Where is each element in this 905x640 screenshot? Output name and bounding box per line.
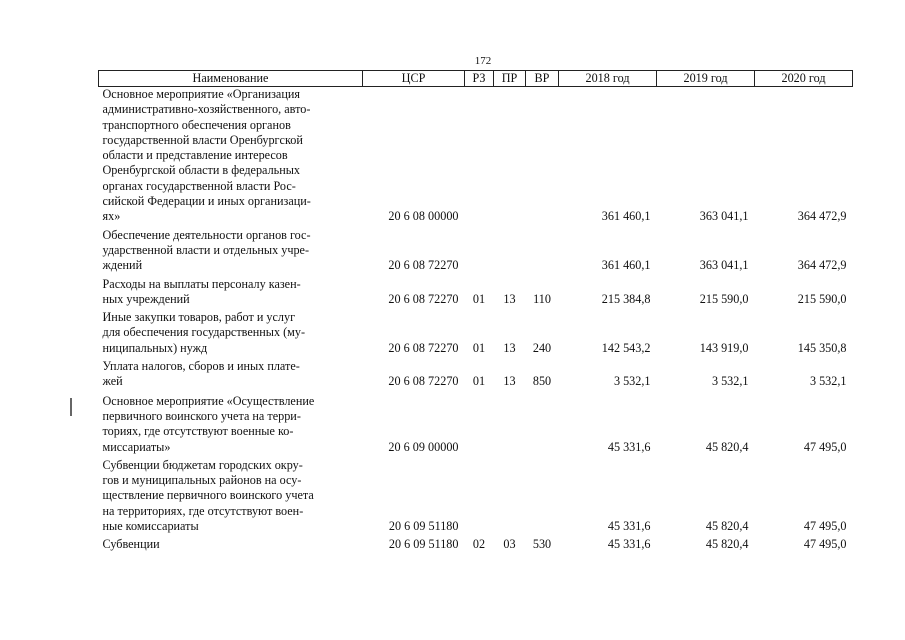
row-name-line: на территориях, где отсутствуют воен- bbox=[102, 503, 304, 518]
row-vr bbox=[526, 87, 559, 225]
row-name bbox=[99, 458, 363, 534]
table-header bbox=[99, 71, 853, 87]
row-name-line: ществление первичного воинского учета bbox=[102, 488, 314, 503]
row-csr: 20 6 08 72270 bbox=[388, 291, 459, 306]
row-2019: 215 590,0 bbox=[699, 291, 749, 306]
row-name-line: области и представление интересов bbox=[102, 148, 288, 163]
budget-table bbox=[98, 70, 853, 553]
row-name-line: Субвенции бюджетам городских окру- bbox=[102, 457, 303, 472]
row-vr: 850 bbox=[532, 374, 552, 389]
header-vr: ВР bbox=[526, 71, 559, 87]
row-rz bbox=[465, 228, 494, 274]
row-rz: 01 bbox=[472, 374, 486, 389]
row-pr bbox=[494, 87, 526, 225]
row-2019: 45 820,4 bbox=[705, 439, 749, 454]
header-2018: 2018 год bbox=[559, 71, 657, 87]
row-pr: 13 bbox=[503, 291, 516, 306]
row-csr: 20 6 09 51180 bbox=[388, 519, 459, 534]
row-csr: 20 6 08 00000 bbox=[388, 209, 459, 224]
row-name bbox=[99, 277, 363, 308]
row-2018: 45 331,6 bbox=[607, 537, 651, 552]
row-name-line: транспортного обеспечения органов bbox=[102, 117, 291, 132]
row-name-line: жей bbox=[102, 374, 123, 389]
row-name-line: для обеспечения государственных (му- bbox=[102, 325, 306, 340]
header-2019: 2019 год bbox=[657, 71, 755, 87]
row-name-line: Оренбургской области в федеральных bbox=[102, 163, 301, 178]
row-name-line: ях» bbox=[102, 209, 121, 224]
row-pr: 13 bbox=[503, 340, 516, 355]
row-pr bbox=[494, 394, 526, 455]
row-2018: 45 331,6 bbox=[607, 519, 651, 534]
row-2019: 45 820,4 bbox=[705, 519, 749, 534]
row-name-line: ториях, где отсутствуют военные ко- bbox=[102, 424, 294, 439]
header-pr: ПР bbox=[494, 71, 526, 87]
row-2020: 364 472,9 bbox=[797, 209, 847, 224]
row-name bbox=[99, 537, 363, 552]
row-name-line: ниципальных) нужд bbox=[102, 340, 208, 355]
row-2019: 3 532,1 bbox=[711, 374, 749, 389]
row-2020: 47 495,0 bbox=[803, 439, 847, 454]
row-csr: 20 6 08 72270 bbox=[388, 374, 459, 389]
row-2020: 145 350,8 bbox=[797, 340, 847, 355]
row-2018: 215 384,8 bbox=[601, 291, 651, 306]
row-vr: 530 bbox=[532, 537, 552, 552]
header-2020: 2020 год bbox=[755, 71, 853, 87]
row-name-line: первичного воинского учета на терри- bbox=[102, 408, 301, 423]
row-vr bbox=[526, 458, 559, 534]
row-2018: 142 543,2 bbox=[601, 340, 651, 355]
table-row bbox=[99, 310, 853, 356]
row-name-line: органах государственной власти Рос- bbox=[102, 178, 296, 193]
row-name-line: ных учреждений bbox=[102, 291, 190, 306]
row-name bbox=[99, 359, 363, 390]
row-2018: 3 532,1 bbox=[613, 374, 651, 389]
table-row bbox=[99, 458, 853, 534]
row-2020: 47 495,0 bbox=[803, 537, 847, 552]
table-row bbox=[99, 87, 853, 225]
row-rz: 02 bbox=[472, 537, 486, 552]
row-name-line: административно-хозяйственного, авто- bbox=[102, 102, 311, 117]
row-vr bbox=[526, 394, 559, 455]
row-csr: 20 6 08 72270 bbox=[388, 340, 459, 355]
table-row bbox=[99, 537, 853, 552]
row-name-line: ударственной власти и отдельных учре- bbox=[102, 242, 310, 257]
row-name-line: Основное мероприятие «Осуществление bbox=[102, 393, 315, 408]
row-pr bbox=[494, 458, 526, 534]
row-name bbox=[99, 310, 363, 356]
row-name-line: ные комиссариаты bbox=[102, 519, 199, 534]
row-rz: 01 bbox=[472, 340, 486, 355]
row-name bbox=[99, 394, 363, 455]
header-rz: РЗ bbox=[465, 71, 494, 87]
row-rz bbox=[465, 87, 494, 225]
row-name-line: Уплата налогов, сборов и иных плате- bbox=[102, 359, 300, 374]
row-vr: 240 bbox=[532, 340, 552, 355]
row-name-line: Основное мероприятие «Организация bbox=[102, 87, 300, 101]
row-name-line: ждений bbox=[102, 258, 143, 273]
row-csr: 20 6 09 00000 bbox=[388, 439, 459, 454]
row-pr: 13 bbox=[503, 374, 516, 389]
row-csr: 20 6 08 72270 bbox=[388, 258, 459, 273]
row-2020: 47 495,0 bbox=[803, 519, 847, 534]
row-2020: 215 590,0 bbox=[797, 291, 847, 306]
table-row bbox=[99, 277, 853, 308]
row-name-line: Обеспечение деятельности органов гос- bbox=[102, 227, 311, 242]
row-csr: 20 6 09 51180 bbox=[388, 537, 459, 552]
row-name-line: Субвенции bbox=[102, 537, 160, 552]
row-pr bbox=[494, 228, 526, 274]
margin-mark bbox=[70, 398, 72, 416]
row-2019: 363 041,1 bbox=[699, 258, 749, 273]
table-body bbox=[99, 87, 853, 553]
row-vr: 110 bbox=[533, 291, 551, 306]
row-2019: 363 041,1 bbox=[699, 209, 749, 224]
row-2018: 361 460,1 bbox=[601, 209, 651, 224]
row-rz bbox=[465, 458, 494, 534]
row-2019: 143 919,0 bbox=[699, 340, 749, 355]
row-2018: 361 460,1 bbox=[601, 258, 651, 273]
page-number: 172 bbox=[474, 55, 492, 67]
header-csr: ЦСР bbox=[363, 71, 465, 87]
row-2020: 364 472,9 bbox=[797, 258, 847, 273]
row-name-line: Расходы на выплаты персоналу казен- bbox=[102, 276, 301, 291]
row-vr bbox=[526, 228, 559, 274]
row-name-line: сийской Федерации и иных организаци- bbox=[102, 194, 311, 209]
row-name-line: государственной власти Оренбургской bbox=[102, 132, 303, 147]
row-rz bbox=[465, 394, 494, 455]
row-pr: 03 bbox=[503, 537, 516, 552]
table-row bbox=[99, 359, 853, 390]
header-name: Наименование bbox=[99, 71, 363, 87]
row-name-line: гов и муниципальных районов на осу- bbox=[102, 473, 302, 488]
row-name-line: миссариаты» bbox=[102, 439, 171, 454]
row-2018: 45 331,6 bbox=[607, 439, 651, 454]
row-name bbox=[99, 228, 363, 274]
table-row bbox=[99, 228, 853, 274]
row-name-line: Иные закупки товаров, работ и услуг bbox=[102, 310, 296, 325]
row-rz: 01 bbox=[472, 291, 486, 306]
table-row bbox=[99, 394, 853, 455]
row-name bbox=[99, 87, 363, 225]
row-2019: 45 820,4 bbox=[705, 537, 749, 552]
row-2020: 3 532,1 bbox=[809, 374, 847, 389]
